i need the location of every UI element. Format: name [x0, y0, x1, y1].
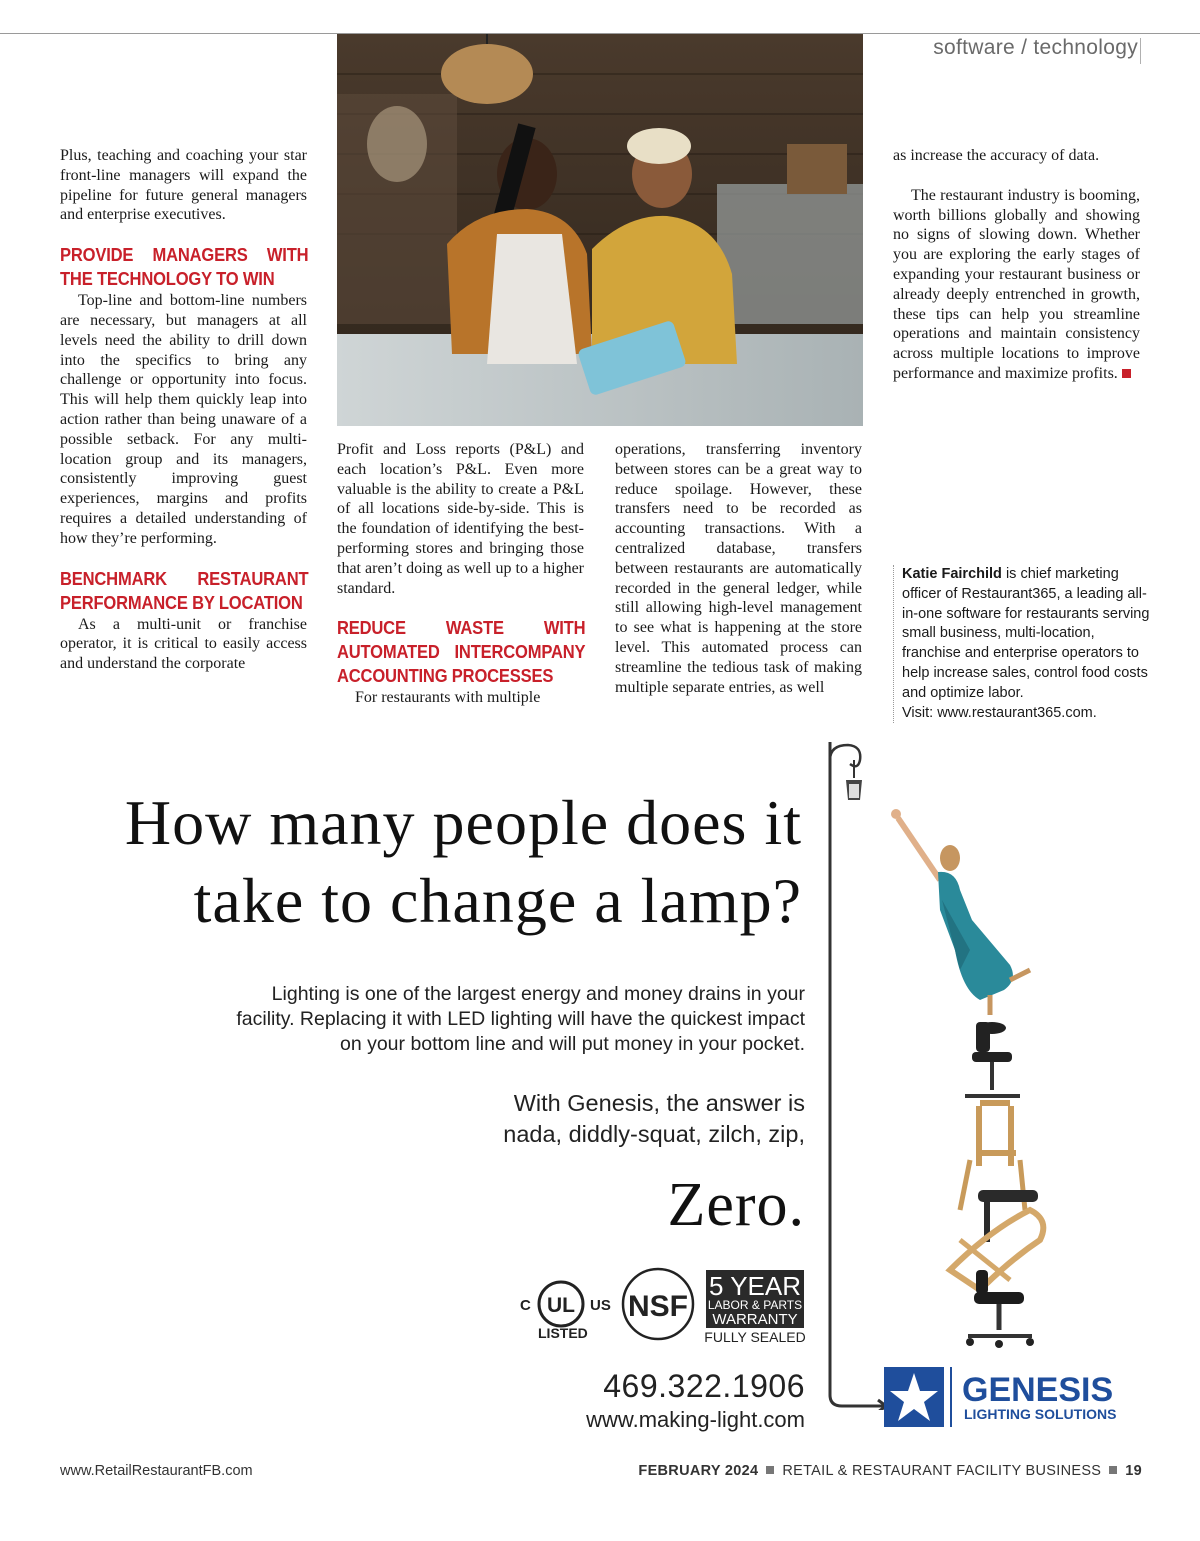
section-tag: software / technology [933, 36, 1138, 59]
footer-separator-1 [766, 1466, 774, 1474]
ad-headline-line-1: How many people does it [124, 787, 802, 858]
certification-badges [520, 1262, 810, 1346]
ul-mark-label: UL [547, 1294, 575, 1317]
ad-body-line-2: facility. Replacing it with LED lighting will have the quickest impact [236, 1008, 805, 1030]
ad-body-line-1: Lighting is one of the largest energy and money drains in your [271, 983, 805, 1005]
section-tag-divider [1140, 38, 1141, 64]
author-visit-link[interactable]: Visit: www.restaurant365.com. [902, 704, 1097, 721]
ul-us-label: US [590, 1297, 611, 1314]
col4-paragraph-1: as increase the accuracy of data. [893, 147, 1100, 164]
col4-paragraph-2 [893, 186, 1140, 384]
author-bio [893, 565, 1152, 723]
col2-paragraph-1: Profit and Loss reports (P&L) and each location’s P&L. Even more valuable is the ability to create a P&L of all locations side-by-side. This is the foundation of identifying the best-performing stores and bringing those that aren’t doing as well up to a higher standard. [337, 441, 584, 597]
footer-page-number: 19 [1125, 1463, 1142, 1479]
col2-paragraph-2: For restaurants with multiple [355, 689, 541, 707]
ad-body [185, 982, 805, 1057]
article-column-3 [615, 440, 862, 697]
warranty-badge [704, 1270, 805, 1345]
ad-phone[interactable]: 469.322.1906 [603, 1368, 805, 1404]
warranty-line-3: FULLY SEALED [704, 1329, 806, 1345]
col3-paragraph-1: operations, transferring inventory between stores can be a great way to reduce spoilage. However, these transfers need to be recorded as accounting transactions. With a centralized database, transfers between restaurants are automatically recorded in the general ledger, while still allowing high-level management to see what is happening at the store level. This automated process can streamline the tedious task of making multiple separate entries, as well [615, 441, 862, 696]
ad-answer-line-2: nada, diddly-squat, zilch, zip, [503, 1121, 805, 1147]
nsf-badge [623, 1269, 693, 1339]
genesis-brand-name: GENESIS [962, 1371, 1114, 1409]
ad-zero: Zero. [667, 1171, 805, 1239]
ul-listed-badge [520, 1282, 611, 1341]
author-name: Katie Fairchild [902, 566, 1002, 582]
footer-publication: RETAIL & RESTAURANT FACILITY BUSINESS [782, 1463, 1102, 1479]
ul-listed-label: LISTED [538, 1325, 588, 1341]
col1-paragraph-1: Plus, teaching and coaching your star front-line managers will expand the pipeline for future general managers and enterprise executives. [60, 147, 307, 224]
subhead-technology: PROVIDE MANAGERS WITH THE TECHNOLOGY TO WIN [60, 245, 309, 290]
genesis-logo [884, 1367, 1144, 1431]
author-description: is chief marketing officer of Restaurant365, a leading all-in-one software for restaurants serving small business, multi-location, franchise and enterprise operators to help increase sales, control food costs and optimize labor. [902, 566, 1150, 701]
ad-body-line-3: on your bottom line and will put money in your pocket. [339, 1033, 805, 1055]
footer-website[interactable]: www.RetailRestaurantFB.com [60, 1463, 253, 1479]
footer-date: FEBRUARY 2024 [638, 1463, 759, 1479]
col1-paragraph-2: Top-line and bottom-line numbers are necessary, but managers at all levels need the ability to drill down into the specifics to bring any challenge or opportunity into focus. This will help them quickly leap into action rather than being unaware of a possible setback. For any multi-location group and its managers, consistently improving guest experiences, margins and profits requires a detailed understanding of how they’re performing. [60, 292, 307, 547]
article-column-1 [60, 146, 307, 674]
genesis-brand-sub: LIGHTING SOLUTIONS [964, 1406, 1117, 1422]
warranty-years: 5 YEAR [708, 1271, 802, 1301]
ad-answer-line-1: With Genesis, the answer is [513, 1090, 805, 1116]
footer-folio [638, 1463, 1142, 1479]
article-column-2 [337, 440, 584, 708]
article-column-4 [893, 146, 1140, 384]
end-of-article-mark [1122, 369, 1131, 378]
col4-paragraph-2-text: The restaurant industry is booming, worth billions globally and showing no signs of slowing down. Whether you are exploring the early stages of expanding your restaurant business or already deeply entrenched in growth, these tips can help you streamline operations and maintain consistency across multiple locations to improve performance and maximize profits. [893, 186, 1140, 382]
ad-headline-line-2: take to change a lamp? [193, 865, 802, 936]
footer-separator-2 [1109, 1466, 1117, 1474]
subhead-reduce-waste: REDUCE WASTE WITH AUTOMATED INTERCOMPANY ACCOUNTING PROCESSES [337, 618, 586, 687]
warranty-line-1: LABOR & PARTS [707, 1298, 803, 1312]
article-photo [337, 34, 863, 426]
ul-c-label: C [520, 1297, 531, 1314]
ad-website[interactable]: www.making-light.com [586, 1407, 805, 1432]
woman-on-chairs-illustration [880, 800, 1080, 1360]
ad-headline [42, 784, 802, 940]
warranty-line-2: WARRANTY [712, 1311, 798, 1328]
ad-answer [305, 1088, 805, 1150]
subhead-benchmark: BENCHMARK RESTAURANT PERFORMANCE BY LOCATION [60, 568, 309, 613]
nsf-label: NSF [628, 1290, 688, 1323]
col1-paragraph-3: As a multi-unit or franchise operator, it is critical to easily access and understand the corporate [60, 615, 307, 673]
